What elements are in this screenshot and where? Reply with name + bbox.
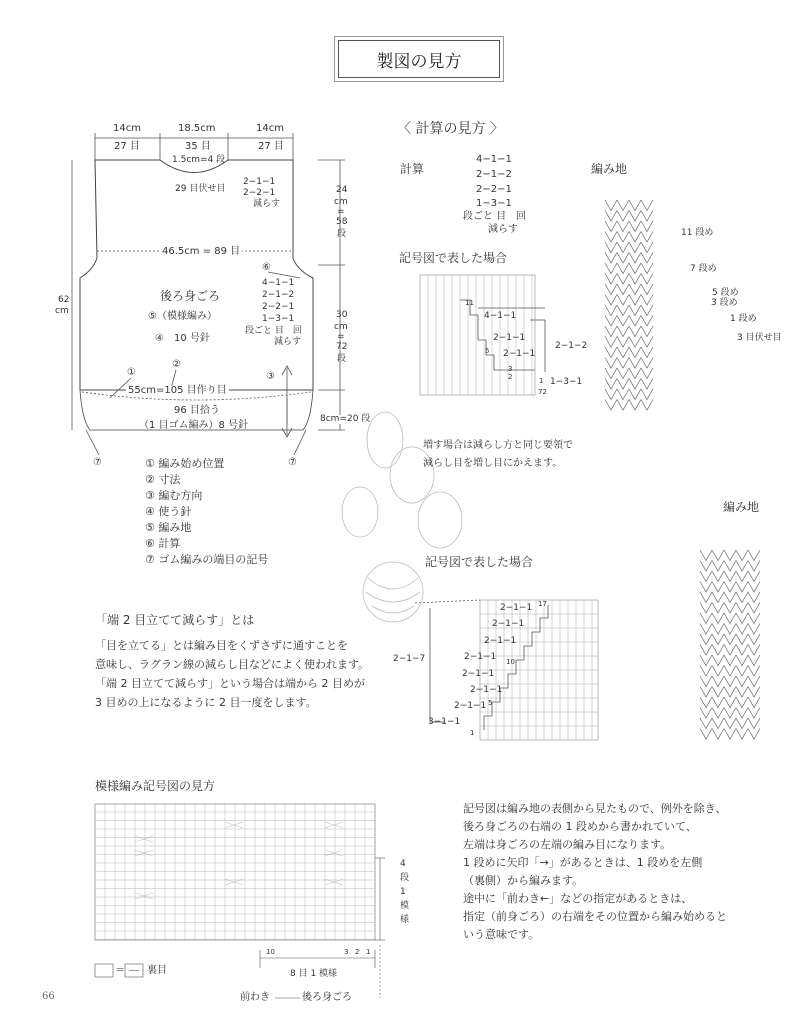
knit-stitch bbox=[700, 666, 712, 677]
knit-stitch bbox=[724, 634, 736, 645]
knit-stitch bbox=[724, 561, 736, 572]
calc-line-2: 2−1−2 bbox=[476, 169, 512, 180]
knit-stitch bbox=[605, 274, 617, 285]
rib-height: 8cm=20 段 bbox=[320, 414, 371, 424]
knit-stitch bbox=[700, 645, 712, 656]
knit-stitch bbox=[736, 634, 748, 645]
knit-stitch bbox=[724, 666, 736, 677]
knit-stitch bbox=[617, 295, 629, 306]
knit-stitch bbox=[629, 232, 641, 243]
chart-calc-2: 2−1−1 bbox=[493, 333, 526, 343]
total-h-1: 62 bbox=[58, 295, 70, 305]
knit-stitch bbox=[700, 708, 712, 719]
note-1: 記号図は編み地の表側から見たもので、例外を除き、 bbox=[463, 802, 727, 815]
knit-stitch bbox=[629, 221, 641, 232]
knit-stitch bbox=[736, 718, 748, 729]
body-h-5: 段 bbox=[337, 354, 347, 364]
legend-item: ⑥ 計算 bbox=[145, 537, 181, 550]
total-h-2: cm bbox=[55, 306, 69, 316]
knit-stitch bbox=[605, 253, 617, 264]
knit-stitch bbox=[605, 200, 617, 211]
knit-stitch bbox=[712, 592, 724, 603]
chart-heading-2: 記号図で表した場合 bbox=[425, 555, 534, 569]
knit-stitch bbox=[641, 253, 653, 264]
knit-stitch bbox=[748, 592, 760, 603]
knit-stitch bbox=[748, 634, 760, 645]
dim-left-cm: 14cm bbox=[113, 123, 141, 134]
edge-calc: 2−1−1 bbox=[484, 636, 517, 646]
knit-bindoff: 3 目伏せ目 bbox=[737, 333, 782, 343]
knit-stitch bbox=[700, 634, 712, 645]
knit-stitch bbox=[641, 316, 653, 327]
knit-stitch bbox=[736, 624, 748, 635]
knit-row-3: 3 段め bbox=[711, 298, 738, 308]
knit-stitch bbox=[748, 697, 760, 708]
knit-stitch bbox=[617, 242, 629, 253]
knit-stitch bbox=[712, 729, 724, 740]
repeat-rows-1: 4 bbox=[400, 859, 406, 869]
knit-stitch bbox=[712, 708, 724, 719]
knit-stitch bbox=[700, 592, 712, 603]
knit-stitch bbox=[748, 729, 760, 740]
knit-stitch bbox=[605, 284, 617, 295]
chart-calc-3: 2−1−1 bbox=[503, 349, 536, 359]
knit-stitch bbox=[712, 655, 724, 666]
knit-stitch bbox=[629, 389, 641, 400]
arm-calc-2: 2−1−2 bbox=[262, 290, 295, 300]
yoke-h-3: = bbox=[337, 207, 345, 217]
knit-stitch bbox=[736, 571, 748, 582]
knit-stitch bbox=[629, 211, 641, 222]
knit-stitch bbox=[736, 697, 748, 708]
knit-stitch bbox=[700, 718, 712, 729]
mark-7a: ⑦ bbox=[93, 457, 102, 468]
yoke-h-1: 24 bbox=[336, 185, 348, 195]
legend-purl: 裏目 bbox=[147, 965, 167, 976]
edge-row-10: 10 bbox=[506, 658, 515, 666]
knit-stitch bbox=[641, 326, 653, 337]
knit-stitch bbox=[700, 603, 712, 614]
edge-calc: 2−1−1 bbox=[470, 685, 503, 695]
knit-stitch bbox=[617, 389, 629, 400]
arm-calc-legend-1: 段ごと 目 回 bbox=[245, 326, 302, 336]
knit-stitch bbox=[724, 729, 736, 740]
knit-stitch bbox=[617, 253, 629, 264]
knit-stitch bbox=[700, 697, 712, 708]
knit-stitch bbox=[605, 221, 617, 232]
note-5: （裏側）から編みます。 bbox=[463, 874, 584, 887]
knit-stitch bbox=[736, 676, 748, 687]
neck-calc-3: 減らす bbox=[253, 199, 281, 209]
knit-stitch bbox=[617, 316, 629, 327]
knit-stitch bbox=[617, 326, 629, 337]
knit-stitch bbox=[736, 729, 748, 740]
knit-stitch bbox=[641, 389, 653, 400]
dim-right-st: 27 目 bbox=[258, 141, 284, 152]
knit-stitch bbox=[700, 571, 712, 582]
calc-heading: 〈 計算の見方 〉 bbox=[397, 121, 504, 137]
knit-stitch bbox=[748, 708, 760, 719]
pickup: 96 目拾う bbox=[174, 405, 220, 416]
chart-calc-4: 2−1−2 bbox=[555, 341, 588, 351]
knit-stitch bbox=[724, 676, 736, 687]
knit-stitch bbox=[724, 708, 736, 719]
knit-stitch bbox=[724, 613, 736, 624]
knit-stitch bbox=[617, 368, 629, 379]
knit-stitch bbox=[712, 603, 724, 614]
knit-stitch bbox=[605, 305, 617, 316]
chart-num-3: 3 bbox=[508, 365, 513, 373]
knit-stitch bbox=[736, 645, 748, 656]
knit-stitch bbox=[641, 358, 653, 369]
knit-stitch bbox=[605, 295, 617, 306]
knit-stitch bbox=[748, 645, 760, 656]
knit-stitch bbox=[748, 561, 760, 572]
knit-stitch bbox=[712, 687, 724, 698]
knit-stitch bbox=[724, 655, 736, 666]
knit-stitch bbox=[724, 550, 736, 561]
arm-calc-3: 2−2−1 bbox=[262, 302, 295, 312]
mark-3: ③ bbox=[266, 371, 275, 382]
knit-stitch bbox=[748, 687, 760, 698]
knit-stitch bbox=[617, 400, 629, 411]
pattern-heading: 模様編み記号図の見方 bbox=[95, 779, 216, 793]
knit-stitch bbox=[617, 221, 629, 232]
knit-stitch bbox=[629, 347, 641, 358]
chart-num-11: 11 bbox=[465, 299, 474, 307]
note-3: 左端は身ごろの左端の編み目になります。 bbox=[463, 838, 672, 851]
yoke-h-2: cm bbox=[334, 197, 348, 207]
knit-stitch bbox=[605, 316, 617, 327]
rib-label: （1 目ゴム編み）8 号針 bbox=[139, 420, 249, 431]
page-title: 製図の見方 bbox=[376, 51, 462, 72]
knit-stitch bbox=[748, 613, 760, 624]
knit-stitch bbox=[629, 253, 641, 264]
edge-heading: 「端 2 目立てて減らす」とは bbox=[95, 613, 255, 627]
body-h-1: 30 bbox=[336, 310, 348, 320]
legend-item: ④ 使う針 bbox=[145, 505, 192, 518]
edge-text-4: 3 目めの上になるように 2 目一度をします。 bbox=[95, 696, 317, 709]
knit-stitch bbox=[641, 295, 653, 306]
edge-calc: 2−1−1 bbox=[462, 669, 495, 679]
knit-stitch bbox=[736, 687, 748, 698]
legend-item: ① 編み始め位置 bbox=[145, 457, 225, 470]
note-7: 指定（前身ごろ）の右端をその位置から編み始めると bbox=[463, 910, 727, 923]
yoke-h-4: 58 bbox=[336, 217, 348, 227]
edge-text-1: 「目を立てる」とは編み目をくずさずに通すことを bbox=[95, 639, 348, 652]
knit-stitch bbox=[617, 274, 629, 285]
knit-stitch bbox=[712, 697, 724, 708]
edge-text-2: 意味し、ラグラン線の減らし目などによく使われます。 bbox=[95, 658, 370, 671]
knit-stitch bbox=[629, 337, 641, 348]
knit-stitch bbox=[641, 211, 653, 222]
repeat-rows-5: 様 bbox=[400, 915, 410, 925]
knit-label-1: 編み地 bbox=[591, 162, 628, 176]
knit-stitch bbox=[724, 687, 736, 698]
knit-stitch bbox=[736, 592, 748, 603]
knit-stitch bbox=[641, 284, 653, 295]
knit-stitch bbox=[712, 666, 724, 677]
dim-center-st: 35 目 bbox=[185, 141, 211, 152]
knit-stitch bbox=[712, 550, 724, 561]
knit-stitch bbox=[700, 655, 712, 666]
dim-center-cm: 18.5cm bbox=[178, 123, 216, 134]
knit-stitch bbox=[641, 305, 653, 316]
repeat-rows-2: 段 bbox=[400, 873, 410, 883]
edge-row-17: 17 bbox=[538, 600, 547, 608]
knit-stitch bbox=[629, 242, 641, 253]
knit-stitch bbox=[605, 232, 617, 243]
knit-stitch bbox=[700, 624, 712, 635]
body-h-3: = bbox=[337, 332, 345, 342]
knit-stitch bbox=[629, 263, 641, 274]
chart-heading-1: 記号図で表した場合 bbox=[399, 251, 508, 265]
knit-stitch bbox=[641, 232, 653, 243]
edge-row-5: 5 bbox=[488, 699, 493, 707]
knit-stitch bbox=[748, 571, 760, 582]
dim-right-cm: 14cm bbox=[256, 123, 284, 134]
col-num-3: 3 bbox=[344, 948, 349, 956]
calc-legend-1: 段ごと 目 回 bbox=[463, 211, 527, 222]
chart-calc-1: 4−1−1 bbox=[484, 311, 517, 321]
knit-stitch bbox=[629, 316, 641, 327]
knit-stitch bbox=[629, 358, 641, 369]
knit-stitch bbox=[629, 274, 641, 285]
knit-stitch bbox=[617, 200, 629, 211]
knit-stitch bbox=[605, 263, 617, 274]
knit-stitch bbox=[712, 571, 724, 582]
knit-stitch bbox=[712, 613, 724, 624]
mark-7b: ⑦ bbox=[288, 457, 297, 468]
note-4: 1 段めに矢印「→」があるときは、1 段めを左側 bbox=[463, 856, 703, 869]
knit-stitch bbox=[605, 347, 617, 358]
knit-stitch bbox=[724, 624, 736, 635]
knit-stitch bbox=[617, 263, 629, 274]
knit-stitch bbox=[748, 655, 760, 666]
knit-stitch bbox=[736, 666, 748, 677]
knit-stitch bbox=[641, 200, 653, 211]
col-num-2: 2 bbox=[355, 948, 360, 956]
knit-stitch bbox=[748, 550, 760, 561]
repeat-rows-3: 1 bbox=[400, 887, 406, 897]
body-h-2: cm bbox=[334, 322, 348, 332]
knit-stitch bbox=[712, 582, 724, 593]
edge-group-calc: 2−1−7 bbox=[393, 654, 426, 664]
knit-stitch bbox=[617, 284, 629, 295]
knit-stitch bbox=[617, 379, 629, 390]
knit-stitch bbox=[617, 358, 629, 369]
knit-stitch bbox=[605, 368, 617, 379]
knit-row-1: 1 段め bbox=[730, 314, 757, 324]
knit-stitch bbox=[712, 645, 724, 656]
legend-equals: ＝ bbox=[115, 965, 125, 976]
knit-stitch bbox=[748, 624, 760, 635]
knit-stitch bbox=[641, 221, 653, 232]
legend-item: ② 寸法 bbox=[145, 473, 181, 486]
knit-stitch bbox=[724, 603, 736, 614]
arm-calc-4: 1−3−1 bbox=[262, 314, 295, 324]
cast-on: 55cm=105 目作り目 bbox=[128, 385, 227, 396]
increase-note-2: 減らし目を増し目にかえます。 bbox=[423, 458, 563, 469]
knit-stitch bbox=[605, 389, 617, 400]
increase-note-1: 増す場合は減らし方と同じ要領で bbox=[423, 440, 573, 451]
knit-stitch bbox=[605, 326, 617, 337]
knit-stitch bbox=[748, 718, 760, 729]
edge-calc: 3−1−1 bbox=[428, 717, 461, 727]
knit-stitch bbox=[629, 305, 641, 316]
pattern-label: ⑤（模様編み） bbox=[148, 311, 217, 322]
knit-stitch bbox=[641, 274, 653, 285]
knit-stitch bbox=[641, 400, 653, 411]
mark-2: ② bbox=[172, 359, 181, 370]
knit-stitch bbox=[736, 708, 748, 719]
knit-stitch bbox=[748, 603, 760, 614]
knit-stitch bbox=[724, 592, 736, 603]
knit-stitch bbox=[605, 211, 617, 222]
knit-row-5: 5 段め bbox=[712, 288, 739, 298]
legend-item: ⑤ 編み地 bbox=[145, 521, 192, 534]
knit-stitch bbox=[641, 242, 653, 253]
knit-stitch bbox=[736, 655, 748, 666]
chart-num-5: 5 bbox=[485, 347, 490, 355]
knit-stitch bbox=[748, 676, 760, 687]
arm-calc-1: 4−1−1 bbox=[262, 278, 295, 288]
knit-stitch bbox=[629, 200, 641, 211]
knit-label-2: 編み地 bbox=[723, 500, 760, 514]
knit-stitch bbox=[605, 337, 617, 348]
repeat-rows-4: 模 bbox=[400, 901, 410, 911]
knit-stitch bbox=[629, 379, 641, 390]
edge-row-1: 1 bbox=[470, 729, 475, 737]
chart-num-2: 2 bbox=[508, 373, 513, 381]
knit-stitch bbox=[700, 613, 712, 624]
neck-calc-1: 2−1−1 bbox=[243, 177, 276, 187]
knit-stitch bbox=[700, 582, 712, 593]
chart-calc-5: 1−3−1 bbox=[550, 377, 583, 387]
piece-name: 後ろ身ごろ bbox=[160, 289, 221, 303]
back-label: 後ろ身ごろ bbox=[302, 992, 352, 1003]
knit-stitch bbox=[700, 561, 712, 572]
legend-item: ③ 編む方向 bbox=[145, 489, 203, 502]
knit-stitch bbox=[617, 305, 629, 316]
knit-stitch bbox=[617, 347, 629, 358]
knit-stitch bbox=[724, 582, 736, 593]
knit-stitch bbox=[641, 347, 653, 358]
needle-label: ④ 10 号針 bbox=[155, 333, 210, 344]
knit-stitch bbox=[736, 613, 748, 624]
legend-item: ⑦ ゴム編みの端目の記号 bbox=[145, 553, 269, 566]
knit-stitch bbox=[712, 634, 724, 645]
calc-label: 計算 bbox=[400, 162, 425, 176]
knit-stitch bbox=[641, 337, 653, 348]
knit-stitch bbox=[629, 284, 641, 295]
knit-stitch bbox=[605, 358, 617, 369]
dim-left-st: 27 目 bbox=[114, 141, 140, 152]
neck-rows: 1.5cm=4 段 bbox=[172, 155, 226, 165]
knit-stitch bbox=[724, 697, 736, 708]
edge-calc: 2−1−1 bbox=[464, 652, 497, 662]
knit-stitch bbox=[700, 676, 712, 687]
mark-1: ① bbox=[127, 367, 136, 378]
knit-stitch bbox=[641, 263, 653, 274]
knit-stitch bbox=[629, 368, 641, 379]
knit-stitch bbox=[712, 718, 724, 729]
mark-6: ⑥ bbox=[262, 262, 271, 273]
knit-stitch bbox=[724, 718, 736, 729]
yoke-h-5: 段 bbox=[337, 229, 347, 239]
neck-bindoff: 29 目伏せ目 bbox=[175, 184, 226, 194]
knit-stitch bbox=[712, 676, 724, 687]
chart-num-72: 72 bbox=[538, 388, 547, 396]
knit-stitch bbox=[617, 337, 629, 348]
knit-stitch bbox=[617, 211, 629, 222]
body-h-4: 72 bbox=[336, 342, 348, 352]
knit-stitch bbox=[605, 379, 617, 390]
knit-stitch bbox=[736, 603, 748, 614]
knit-stitch bbox=[641, 368, 653, 379]
neck-calc-2: 2−2−1 bbox=[243, 188, 276, 198]
repeat-sts: 8 目 1 模様 bbox=[290, 969, 338, 979]
edge-calc: 2−1−1 bbox=[454, 701, 487, 711]
knit-stitch bbox=[736, 582, 748, 593]
knit-stitch bbox=[748, 666, 760, 677]
note-2: 後ろ身ごろの右端の 1 段めから書かれていて、 bbox=[463, 820, 697, 833]
knit-stitch bbox=[712, 561, 724, 572]
arm-calc-legend-2: 減らす bbox=[274, 337, 302, 347]
knit-stitch bbox=[629, 295, 641, 306]
edge-text-3: 「端 2 目立てて減らす」という場合は端から 2 目めが bbox=[95, 677, 365, 690]
knit-row-7: 7 段め bbox=[690, 264, 717, 274]
knit-stitch bbox=[641, 379, 653, 390]
knit-stitch bbox=[748, 582, 760, 593]
front-label: 前わき bbox=[240, 992, 270, 1003]
col-num-1: 1 bbox=[366, 948, 371, 956]
edge-calc: 2−1−1 bbox=[492, 619, 525, 629]
note-8: いう意味です。 bbox=[463, 928, 540, 941]
calc-line-1: 4−1−1 bbox=[476, 154, 512, 165]
note-6: 途中に「前わき←」などの指定があるときは、 bbox=[463, 892, 693, 905]
col-num-10: 10 bbox=[266, 948, 275, 956]
page-number: 66 bbox=[42, 991, 55, 1002]
body-width: 46.5cm = 89 目 bbox=[162, 246, 241, 257]
edge-calc: 2−1−1 bbox=[500, 603, 533, 613]
knit-stitch bbox=[724, 645, 736, 656]
calc-line-4: 1−3−1 bbox=[476, 198, 512, 209]
knit-stitch bbox=[700, 729, 712, 740]
knit-stitch bbox=[700, 550, 712, 561]
knit-stitch bbox=[617, 232, 629, 243]
knit-stitch bbox=[700, 687, 712, 698]
knit-stitch bbox=[605, 242, 617, 253]
knit-stitch bbox=[605, 400, 617, 411]
knit-stitch bbox=[736, 561, 748, 572]
knit-row-11: 11 段め bbox=[681, 228, 714, 238]
knit-stitch bbox=[629, 326, 641, 337]
knit-stitch bbox=[724, 571, 736, 582]
knit-stitch bbox=[629, 400, 641, 411]
chart-num-1: 1 bbox=[539, 377, 544, 385]
calc-line-3: 2−2−1 bbox=[476, 184, 512, 195]
knit-stitch bbox=[736, 550, 748, 561]
knit-stitch bbox=[712, 624, 724, 635]
calc-legend-2: 減らす bbox=[488, 224, 518, 235]
